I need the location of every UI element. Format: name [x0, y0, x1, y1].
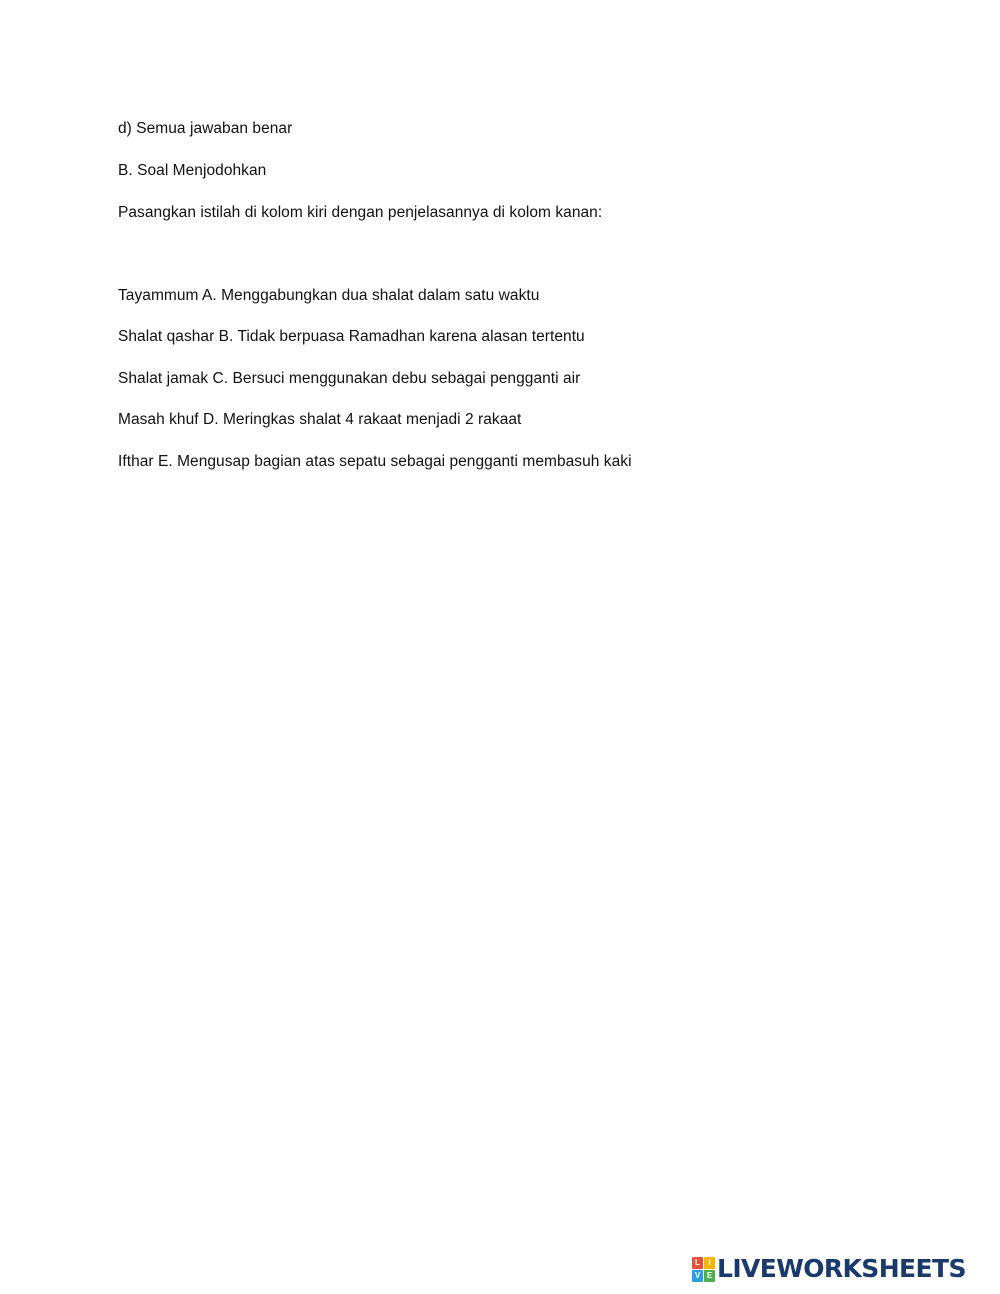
logo-letter-i: I	[704, 1257, 715, 1269]
instruction-text: Pasangkan istilah di kolom kiri dengan penjelasannya di kolom kanan:	[118, 204, 603, 221]
logo-letter-e: E	[704, 1270, 715, 1282]
section-heading: B. Soal Menjodohkan	[118, 162, 267, 179]
answer-option-d: d) Semua jawaban benar	[118, 120, 293, 137]
liveworksheets-logo[interactable]	[692, 1254, 966, 1284]
matching-row-5: Ifthar E. Mengusap bagian atas sepatu sebagai pengganti membasuh kaki	[118, 453, 632, 470]
liveworksheets-wordmark: LIVEWORKSHEETS	[717, 1254, 966, 1283]
matching-row-1: Tayammum A. Menggabungkan dua shalat dalam satu waktu	[118, 287, 540, 304]
liveworksheets-logo-icon	[692, 1257, 714, 1281]
matching-row-3: Shalat jamak C. Bersuci menggunakan debu sebagai pengganti air	[118, 370, 581, 387]
matching-row-4: Masah khuf D. Meringkas shalat 4 rakaat menjadi 2 rakaat	[118, 411, 522, 428]
logo-letter-l: L	[692, 1257, 703, 1269]
matching-row-2: Shalat qashar B. Tidak berpuasa Ramadhan karena alasan tertentu	[118, 328, 585, 345]
logo-letter-v: V	[692, 1270, 703, 1282]
